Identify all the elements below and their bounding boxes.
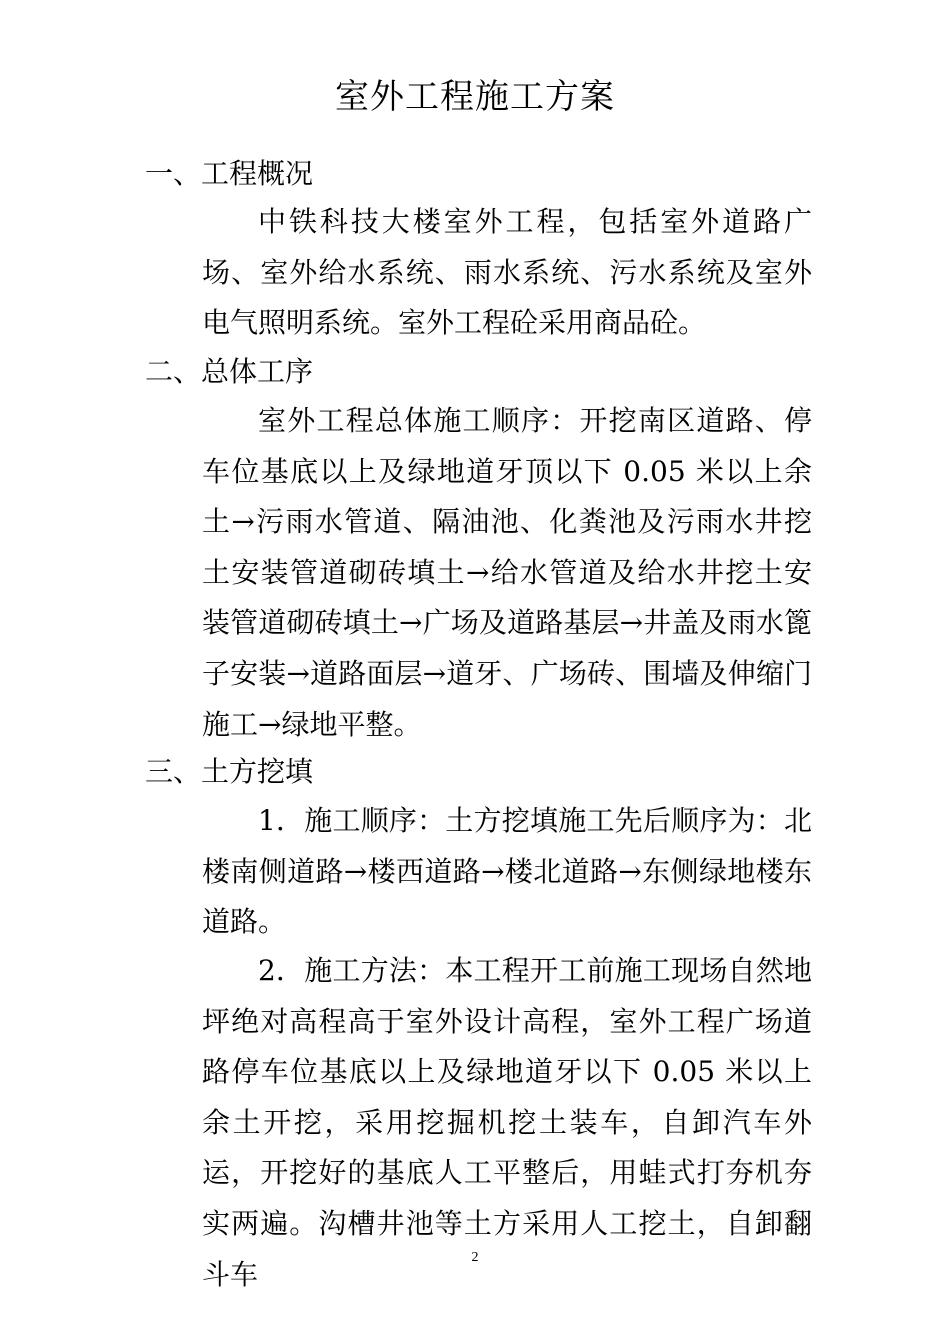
paragraph-earthwork-order: 1．施工顺序：土方挖填施工先后顺序为：北楼南侧道路→楼西道路→楼北道路→东侧绿地楼东道路。 <box>202 804 812 939</box>
section-heading-process: 二、总体工序 <box>145 355 314 388</box>
section-heading-overview: 一、工程概况 <box>145 157 314 190</box>
page-number: 2 <box>471 1250 479 1265</box>
paragraph-process: 室外工程总体施工顺序：开挖南区道路、停车位基底以上及绿地道牙顶以下 0.05 米以上余土→污雨水管道、隔油池、化粪池及污雨水井挖土安装管道砌砖填土→给水管道及给水井挖土安装管道砌砖填土→广场及道路基层→井盖及雨水篦子安装→道路面层→道牙、广场砖、围墙及伸缩门施工→绿地平整。 <box>202 404 812 741</box>
paragraph-overview: 中铁科技大楼室外工程，包括室外道路广场、室外给水系统、雨水系统、污水系统及室外电气照明系统。室外工程砼采用商品砼。 <box>202 205 812 340</box>
paragraph-earthwork-method: 2．施工方法：本工程开工前施工现场自然地坪绝对高程高于室外设计高程，室外工程广场道路停车位基底以上及绿地道牙以下 0.05 米以上余土开挖，采用挖掘机挖土装车，自卸汽车外运，开挖好的基底人工平整后，用蛙式打夯机夯实两遍。沟槽井池等土方采用人工挖土，自卸翻斗车 <box>202 954 812 1291</box>
section-heading-earthwork: 三、土方挖填 <box>145 755 314 788</box>
document-title: 室外工程施工方案 <box>335 77 615 117</box>
